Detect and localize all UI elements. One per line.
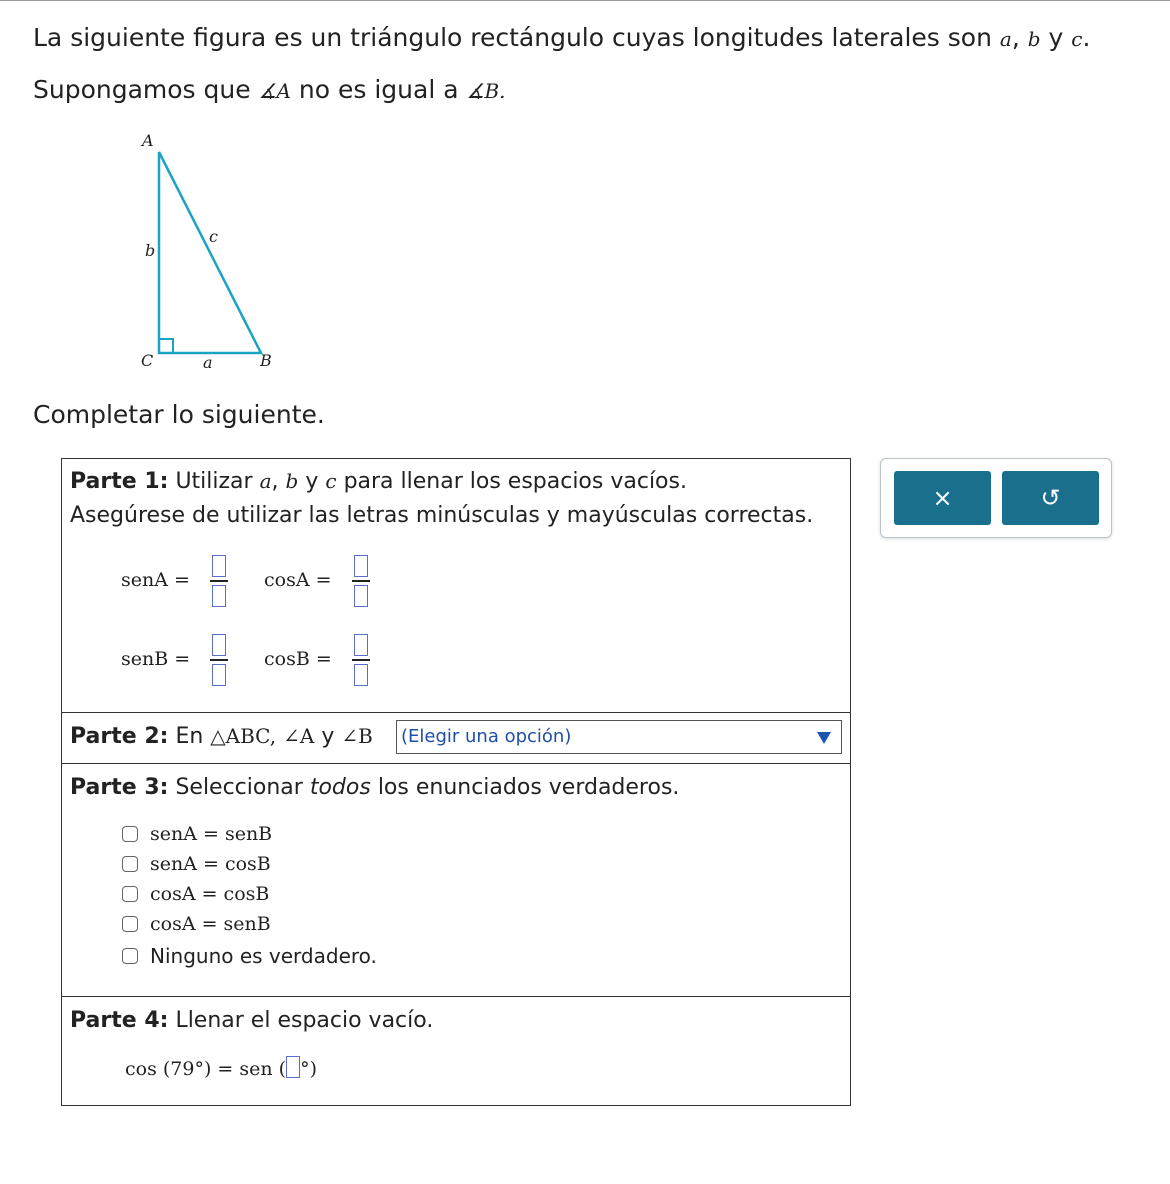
triangle-shape bbox=[159, 152, 261, 353]
checkbox[interactable] bbox=[122, 948, 138, 964]
intro-line-1: La siguiente figura es un triángulo rectángulo cuyas longitudes laterales son a, b y c. bbox=[33, 23, 1091, 52]
top-rule bbox=[0, 0, 1170, 1]
part4-instruction: Parte 4: Llenar el espacio vacío. bbox=[70, 1008, 434, 1033]
undo-icon: ↺ bbox=[1040, 484, 1061, 512]
sen-b-denominator-input[interactable] bbox=[212, 664, 226, 686]
cos-a-fraction bbox=[352, 555, 370, 607]
cos-a-row: cosA = bbox=[264, 555, 370, 607]
part-2 bbox=[62, 712, 850, 763]
option-cos-a-eq-cos-b[interactable]: cosA = cosB bbox=[122, 881, 269, 907]
part3-instruction: Parte 3: Seleccionar todos los enunciados verdaderos. bbox=[70, 775, 680, 800]
sen-a-numerator-input[interactable] bbox=[212, 555, 226, 577]
checkbox[interactable] bbox=[122, 856, 138, 872]
cos-b-row: cosB = bbox=[264, 634, 370, 686]
cos-b-denominator-input[interactable] bbox=[354, 664, 368, 686]
intro-line-2: Supongamos que ∡A no es igual a ∡B. bbox=[33, 75, 506, 104]
right-angle-marker bbox=[159, 339, 173, 353]
part1-instruction-2: Asegúrese de utilizar las letras minúsculas y mayúsculas correctas. bbox=[70, 503, 814, 528]
sen-a-denominator-input[interactable] bbox=[212, 585, 226, 607]
close-icon: × bbox=[932, 484, 953, 512]
vertex-a-label: A bbox=[142, 131, 154, 150]
sen-a-row: senA = bbox=[121, 555, 228, 607]
cos-a-denominator-input[interactable] bbox=[354, 585, 368, 607]
clear-button[interactable] bbox=[894, 471, 991, 525]
option-sen-a-eq-sen-b[interactable]: senA = senB bbox=[122, 821, 272, 847]
part1-instruction: Parte 1: Utilizar a, b y c para llenar los espacios vacíos. bbox=[70, 469, 687, 494]
part-3 bbox=[62, 763, 850, 996]
side-a-label: a bbox=[203, 353, 213, 372]
right-triangle-figure bbox=[130, 128, 290, 378]
option-none-true[interactable]: Ninguno es verdadero. bbox=[122, 943, 377, 969]
checkbox[interactable] bbox=[122, 826, 138, 842]
select-placeholder: (Elegir una opción) bbox=[401, 726, 572, 747]
part4-equation: cos (79°) = sen ( °) bbox=[125, 1058, 317, 1080]
option-cos-a-eq-sen-b[interactable]: cosA = senB bbox=[122, 911, 271, 937]
dropdown-arrow-icon bbox=[817, 732, 831, 744]
part-1 bbox=[62, 459, 850, 712]
cos-a-numerator-input[interactable] bbox=[354, 555, 368, 577]
degree-input[interactable] bbox=[286, 1056, 300, 1078]
undo-button[interactable] bbox=[1002, 471, 1099, 525]
cos-b-fraction bbox=[352, 634, 370, 686]
angle-relation-select[interactable] bbox=[396, 720, 842, 754]
sen-b-fraction bbox=[210, 634, 228, 686]
option-sen-a-eq-cos-b[interactable]: senA = cosB bbox=[122, 851, 271, 877]
question-panel bbox=[61, 458, 851, 1106]
vertex-c-label: C bbox=[141, 351, 154, 370]
sen-b-numerator-input[interactable] bbox=[212, 634, 226, 656]
tool-panel bbox=[880, 458, 1112, 538]
checkbox[interactable] bbox=[122, 886, 138, 902]
side-b-label: b bbox=[145, 241, 156, 260]
sen-a-fraction bbox=[210, 555, 228, 607]
complete-label: Completar lo siguiente. bbox=[33, 400, 325, 429]
vertex-b-label: B bbox=[260, 351, 272, 370]
part2-instruction: Parte 2: En △ABC, ∠A y ∠B bbox=[70, 724, 373, 749]
part-4 bbox=[62, 996, 850, 1105]
sen-b-row: senB = bbox=[121, 634, 228, 686]
side-c-label: c bbox=[209, 227, 218, 246]
checkbox[interactable] bbox=[122, 916, 138, 932]
cos-b-numerator-input[interactable] bbox=[354, 634, 368, 656]
